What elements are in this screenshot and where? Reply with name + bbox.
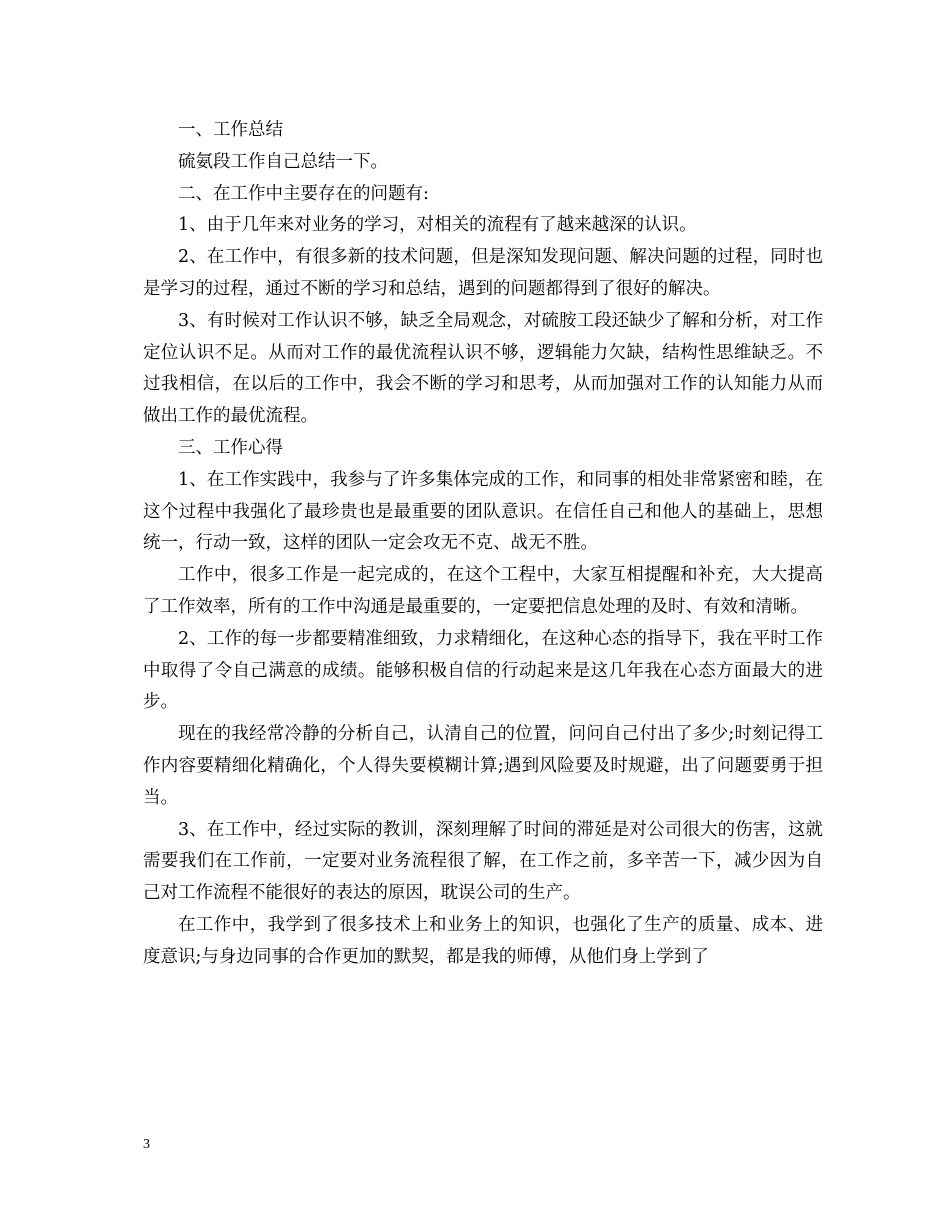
paragraph: 1、在工作实践中，我参与了许多集体完成的工作，和同事的相处非常紧密和睦，在这个过程中我强化了最珍贵也是最重要的团队意识。在信任自己和他人的基础上，思想统一，行动一致，这样的团队一定会攻无不克、战无不胜。 [143, 469, 823, 554]
document-body [143, 115, 823, 974]
page-number: 3 [143, 1137, 150, 1152]
paragraph: 3、有时候对工作认识不够，缺乏全局观念，对硫胺工段还缺少了解和分析，对工作定位认识不足。从而对工作的最优流程认识不够，逻辑能力欠缺，结构性思维缺乏。不过我相信，在以后的工作中，我会不断的学习和思考，从而加强对工作的认知能力从而做出工作的最优流程。 [143, 310, 823, 427]
section-heading-work-summary: 一、工作总结 [178, 120, 283, 140]
paragraph: 3、在工作中，经过实际的教训，深刻理解了时间的滞延是对公司很大的伤害，这就需要我们在工作前，一定要对业务流程很了解，在工作之前，多辛苦一下，减少因为自己对工作流程不能很好的表达的原因，耽误公司的生产。 [143, 819, 823, 904]
paragraph: 工作中，很多工作是一起完成的，在这个工程中，大家互相提醒和补充，大大提高了工作效率，所有的工作中沟通是最重要的，一定要把信息处理的及时、有效和清晰。 [143, 565, 823, 617]
paragraph: 2、在工作中，有很多新的技术问题，但是深知发现问题、解决问题的过程，同时也是学习的过程，通过不断的学习和总结，遇到的问题都得到了很好的解决。 [143, 247, 823, 299]
paragraph: 2、工作的每一步都要精准细致，力求精细化，在这种心态的指导下，我在平时工作中取得了令自己满意的成绩。能够积极自信的行动起来是这几年我在心态方面最大的进步。 [143, 628, 823, 713]
paragraph: 1、由于几年来对业务的学习，对相关的流程有了越来越深的认识。 [178, 215, 697, 236]
section-heading-problems: 二、在工作中主要存在的问题有: [178, 183, 429, 204]
paragraph: 现在的我经常冷静的分析自己，认清自己的位置，问问自己付出了多少;时刻记得工作内容要精细化精确化，个人得失要模糊计算;遇到风险要及时规避，出了问题要勇于担当。 [143, 724, 823, 808]
paragraph: 硫氨段工作自己总结一下。 [178, 151, 388, 172]
section-heading-experience: 三、工作心得 [178, 437, 283, 458]
paragraph: 在工作中，我学到了很多技术上和业务上的知识，也强化了生产的质量、成本、进度意识;与身边同事的合作更加的默契，都是我的师傅，从他们身上学到了 [143, 914, 823, 967]
